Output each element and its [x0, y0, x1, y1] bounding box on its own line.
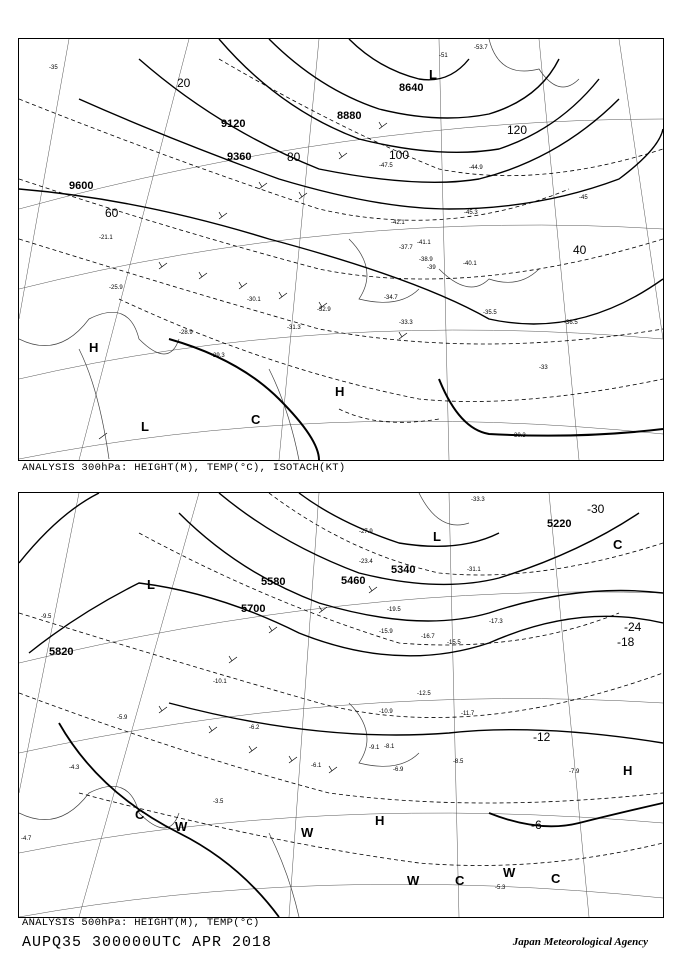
pressure-center-cold: C: [455, 873, 465, 888]
temp-value: -9.1: [369, 745, 380, 751]
temp-value: -53.7: [474, 45, 488, 51]
isotherm-label: -18: [617, 635, 635, 649]
isotherm-label: -30: [587, 502, 605, 516]
temp-value: -3.5: [213, 799, 224, 805]
height-label: 5340: [391, 564, 416, 576]
height-label: 8880: [337, 110, 362, 122]
temp-value: -19.5: [387, 607, 401, 613]
isotach-label: 20: [177, 76, 191, 90]
pressure-center-cold: C: [551, 871, 561, 886]
pressure-center-low: L: [429, 67, 437, 82]
temp-value: -25.9: [109, 285, 123, 291]
isotach-label: 40: [573, 243, 587, 257]
agency-name: Japan Meteorological Agency: [512, 936, 648, 948]
temp-value: -41.1: [417, 240, 431, 246]
pressure-center-warm: W: [175, 819, 188, 834]
temp-value: -6.9: [393, 767, 404, 773]
temp-value: -11.7: [461, 711, 475, 717]
temp-value: -4.7: [21, 836, 32, 842]
temp-value: -33.3: [471, 497, 485, 503]
temp-value: -45: [579, 195, 588, 201]
pressure-center-high: H: [375, 813, 385, 828]
temp-value: -30.1: [247, 297, 261, 303]
temp-value: -15.5: [447, 640, 461, 646]
pressure-center-low: L: [433, 529, 441, 544]
temp-value: -6.1: [311, 763, 322, 769]
isotach-label: 80: [287, 150, 301, 164]
map-500hpa: [18, 492, 664, 918]
temp-value: -10.9: [379, 709, 393, 715]
temp-value: -35.5: [483, 310, 497, 316]
height-label: 5580: [261, 576, 286, 588]
temp-value: -27.9: [359, 529, 373, 535]
temp-value: -17.3: [489, 619, 503, 625]
height-label: 9600: [69, 180, 94, 192]
map-500hpa-canvas: [19, 493, 663, 917]
temp-value: -33: [539, 365, 548, 371]
temp-value: -45.3: [464, 210, 478, 216]
height-label: 5700: [241, 603, 266, 615]
temp-value: -44.9: [469, 165, 483, 171]
temp-value: -31.1: [467, 567, 481, 573]
height-label: 5820: [49, 646, 74, 658]
temperature-labels: [49, 45, 588, 439]
map-300hpa: [18, 38, 664, 461]
thick-contours: [59, 723, 663, 917]
temp-value: -35: [49, 65, 58, 71]
temp-value: -6.2: [249, 725, 260, 731]
pressure-center-low: L: [147, 577, 155, 592]
temp-value: -40.1: [463, 261, 477, 267]
isotherm-label: -24: [624, 620, 642, 634]
isotherm-label: -12: [533, 730, 551, 744]
temp-value: -33.3: [399, 320, 413, 326]
isotach-label: 100: [389, 148, 410, 162]
temp-value: -30.3: [512, 433, 526, 439]
pressure-center-cold: C: [135, 807, 145, 822]
temp-value: -42.1: [391, 220, 405, 226]
temp-value: -5.3: [495, 885, 506, 891]
map-300hpa-canvas: [19, 39, 663, 460]
temp-value: -31.3: [287, 325, 301, 331]
pressure-center-high: H: [335, 384, 345, 399]
pressure-center-cold: C: [251, 412, 261, 427]
wind-barbs: [159, 586, 377, 773]
temp-value: -8.1: [384, 744, 395, 750]
caption-500hpa: ANALYSIS 500hPa: HEIGHT(M), TEMP(°C): [22, 917, 260, 929]
temp-value: -15.9: [379, 629, 393, 635]
pressure-center-high: H: [89, 340, 99, 355]
temp-value: -47.5: [379, 163, 393, 169]
temp-value: -21.1: [99, 235, 113, 241]
temp-value: -23.4: [359, 559, 373, 565]
temp-value: -37.7: [399, 245, 413, 251]
temp-value: -51: [439, 53, 448, 59]
temp-value: -10.1: [213, 679, 227, 685]
isotach-label: 120: [507, 123, 528, 137]
caption-300hpa: ANALYSIS 300hPa: HEIGHT(M), TEMP(°C), ISOTACH(KT): [22, 462, 346, 474]
temp-value: -32.9: [317, 307, 331, 313]
pressure-center-warm: W: [301, 825, 314, 840]
temp-value: -9.5: [41, 614, 52, 620]
height-label: 8640: [399, 82, 424, 94]
temp-value: -12.5: [417, 691, 431, 697]
temp-value: -28.9: [179, 330, 193, 336]
isotherm-label: -6: [531, 818, 542, 832]
chart-code-and-time: AUPQ35 300000UTC APR 2018: [22, 934, 273, 951]
coastlines: [19, 493, 469, 917]
pressure-center-high: H: [623, 763, 633, 778]
temp-value: -7.9: [569, 769, 580, 775]
temp-value: -8.5: [453, 759, 464, 765]
temp-value: -4.3: [69, 765, 80, 771]
temp-value: -5.9: [117, 715, 128, 721]
temp-value: -29.3: [211, 353, 225, 359]
temp-value: -16.7: [421, 634, 435, 640]
pressure-center-low: L: [141, 419, 149, 434]
height-label: 5220: [547, 518, 572, 530]
pressure-center-cold: C: [613, 537, 623, 552]
height-label: 5460: [341, 575, 366, 587]
height-contours: [19, 39, 663, 324]
temp-value: -38.9: [419, 257, 433, 263]
temp-value: -39: [427, 265, 436, 271]
temp-value: -36.5: [564, 320, 578, 326]
isotach-lines: [169, 339, 663, 460]
pressure-center-warm: W: [503, 865, 516, 880]
height-label: 9120: [221, 118, 246, 130]
latlon-grid: [19, 493, 663, 917]
temp-value: -34.7: [384, 295, 398, 301]
isotach-label: 60: [105, 206, 119, 220]
pressure-center-warm: W: [407, 873, 420, 888]
height-label: 9360: [227, 151, 252, 163]
